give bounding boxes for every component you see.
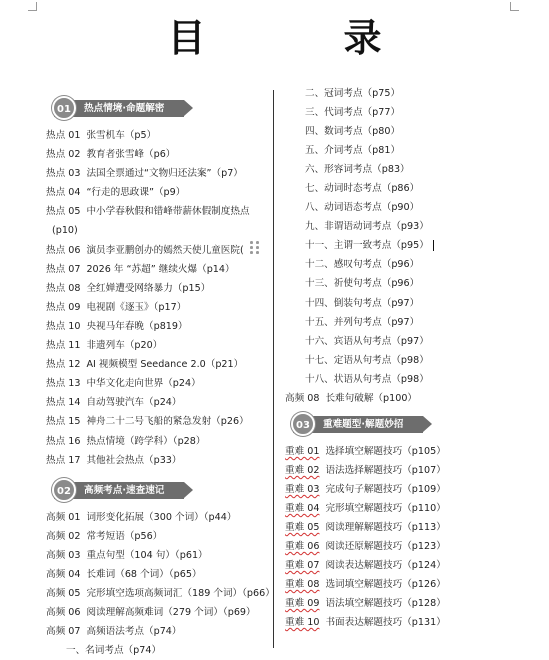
toc-entry[interactable] [46, 432, 268, 451]
entry-label: 热点 14 [46, 397, 81, 409]
section-number-badge: 03 [291, 412, 315, 436]
toc-entry[interactable] [46, 584, 275, 603]
entry-label: 高频 05 [46, 588, 81, 600]
entry-text: 高频语法考点（p74） [86, 626, 182, 638]
entry-text: 三、代词考点（p77） [305, 107, 401, 119]
toc-entry[interactable] [285, 236, 535, 255]
entry-text: 阅读还原解题技巧（p123） [325, 541, 446, 553]
entry-label: 热点 15 [46, 416, 81, 428]
entry-label: 热点 07 [46, 263, 81, 275]
entry-text: 重点句型（104 句）（p61） [86, 549, 208, 561]
toc-entry[interactable] [285, 332, 535, 351]
entry-text: 语法填空解题技巧（p128） [325, 598, 446, 610]
entry-label: 重难 07 [285, 560, 320, 572]
entry-text: 十一、主谓一致考点（p95） [305, 240, 429, 252]
entry-text: 中华文化走向世界（p24） [86, 378, 201, 390]
entry-text: 十七、定语从句考点（p98） [305, 354, 429, 366]
entry-text: 选择填空解题技巧（p105） [325, 445, 446, 457]
toc-entry[interactable] [285, 313, 535, 332]
entry-label: 高频 08 [285, 392, 320, 404]
entry-label: 热点 12 [46, 359, 81, 371]
entry-text: 中小学春秋假和错峰带薪休假制度热点 [86, 206, 250, 218]
entry-text: 完形填空选项高频词汇（189 个词）（p66） [86, 588, 275, 600]
toc-entry[interactable] [285, 575, 535, 594]
entry-text: 阅读表达解题技巧（p124） [325, 560, 446, 572]
toc-entry[interactable] [285, 160, 535, 179]
entry-text: 十五、并列句考点（p97） [305, 316, 420, 328]
toc-entry[interactable] [46, 641, 268, 660]
entry-text: 十三、祈使句考点（p96） [305, 278, 420, 290]
entry-label: 热点 13 [46, 378, 81, 390]
toc-entry[interactable] [285, 537, 535, 556]
entry-text: (p10) [52, 225, 78, 237]
toc-entry[interactable] [285, 613, 535, 632]
toc-entry[interactable] [46, 355, 268, 374]
toc-entry[interactable] [46, 622, 268, 641]
section-number-badge: 02 [52, 478, 76, 502]
entry-text: 十四、倒装句考点（p97） [305, 297, 420, 309]
entry-text: 七、动词时态考点（p86） [305, 183, 420, 195]
grammar-subitem-list [285, 84, 535, 389]
entry-label: 高频 06 [46, 607, 81, 619]
toc-entry[interactable] [46, 527, 268, 546]
section-header [46, 96, 268, 120]
entry-text: 一、名词考点（p74） [66, 645, 162, 657]
toc-list [285, 442, 535, 632]
entry-label: 高频 04 [46, 568, 81, 580]
toc-entry[interactable] [46, 241, 268, 260]
toc-entry[interactable] [285, 84, 535, 103]
toc-entry[interactable] [285, 370, 535, 389]
entry-label: 热点 06 [46, 244, 81, 256]
entry-text: 五、介词考点（p81） [305, 145, 401, 157]
entry-text: 九、非谓语动词考点（p93） [305, 221, 429, 233]
page-title: 目 录 [167, 16, 432, 60]
drag-handle-icon[interactable] [250, 241, 262, 255]
entry-text: 常考短语（p56） [86, 530, 163, 542]
toc-list [46, 508, 275, 660]
entry-text: 电视剧《逐玉》（p17） [86, 301, 187, 313]
entry-text: 十六、宾语从句考点（p97） [305, 335, 429, 347]
entry-text: 完成句子解题技巧（p109） [325, 483, 446, 495]
entry-text: 央视马年春晚（p819） [86, 320, 188, 332]
entry-label: 热点 09 [46, 301, 81, 313]
entry-text: 长难句破解（p100） [325, 392, 418, 404]
section-number-badge: 01 [52, 96, 76, 120]
entry-text: 2026 年 “苏超” 继续火爆（p14） [86, 263, 235, 275]
entry-text: 十二、感叹句考点（p96） [305, 259, 420, 271]
entry-label: 热点 02 [46, 149, 81, 161]
entry-text: 非遗列车（p20） [86, 340, 163, 352]
toc-entry[interactable] [46, 317, 268, 336]
toc-entry[interactable] [46, 393, 268, 412]
entry-text: 完形填空解题技巧（p110） [325, 502, 446, 514]
entry-label: 重难 01 [285, 445, 320, 457]
entry-text: 教育者张雪峰（p6） [86, 149, 176, 161]
toc-entry[interactable] [46, 508, 268, 527]
entry-text: 法国全票通过“文物归还法案”（p7） [86, 168, 243, 180]
entry-text: 选词填空解题技巧（p126） [325, 579, 446, 591]
entry-label: 热点 10 [46, 320, 81, 332]
toc-entry[interactable] [46, 603, 268, 622]
toc-entry[interactable] [285, 255, 535, 274]
entry-label: 高频 02 [46, 530, 81, 542]
toc-entry[interactable] [46, 260, 268, 279]
toc-entry[interactable] [285, 499, 535, 518]
toc-entry[interactable] [46, 145, 268, 164]
margin-corner-mark [510, 2, 519, 11]
toc-entry[interactable] [46, 202, 268, 221]
entry-label: 高频 01 [46, 511, 81, 523]
toc-entry[interactable] [285, 389, 535, 408]
toc-entry[interactable] [285, 217, 535, 236]
entry-label: 重难 04 [285, 502, 320, 514]
toc-entry[interactable] [46, 336, 268, 355]
entry-text: 阅读理解解题技巧（p113） [325, 521, 446, 533]
toc-right-column [285, 84, 535, 632]
entry-label: 热点 08 [46, 282, 81, 294]
toc-entry[interactable] [285, 556, 535, 575]
entry-text: 十八、状语从句考点（p98） [305, 373, 429, 385]
entry-label: 重难 02 [285, 464, 320, 476]
entry-label: 高频 03 [46, 549, 81, 561]
entry-text: 热点情境（跨学科）（p28） [86, 435, 206, 447]
toc-entry[interactable] [46, 546, 268, 565]
column-divider [273, 90, 274, 648]
entry-text: 神舟二十二号飞船的紧急发射（p26） [86, 416, 249, 428]
entry-text: 六、形容词考点（p83） [305, 164, 410, 176]
entry-label: 重难 03 [285, 483, 320, 495]
toc-entry[interactable] [285, 518, 535, 537]
entry-label: 重难 05 [285, 521, 320, 533]
toc-entry[interactable] [285, 594, 535, 613]
toc-left-column [46, 92, 275, 660]
toc-entry[interactable] [285, 294, 535, 313]
toc-entry[interactable] [46, 183, 268, 202]
toc-entry[interactable] [285, 442, 535, 461]
entry-text: 全红婵遭受网络暴力（p15） [86, 282, 211, 294]
section-title: 热点情境·命题解密 [54, 100, 184, 117]
entry-text: 二、冠词考点（p75） [305, 88, 401, 99]
entry-label: 高频 07 [46, 626, 81, 638]
entry-text: 四、数词考点（p80） [305, 126, 401, 138]
toc-list [46, 126, 268, 470]
toc-entry[interactable] [46, 565, 268, 584]
entry-text: AI 视频模型 Seedance 2.0（p21） [86, 359, 244, 371]
entry-text: 词形变化拓展（300 个词）（p44） [86, 511, 237, 523]
entry-text: 阅读理解高频难词（279 个词）（p69） [86, 607, 256, 619]
toc-entry[interactable] [46, 451, 268, 470]
entry-label: 热点 01 [46, 130, 81, 141]
entry-label: 热点 17 [46, 454, 81, 466]
entry-text: 自动驾驶汽车（p24） [86, 397, 182, 409]
entry-label: 热点 16 [46, 435, 81, 447]
entry-text: 演员李亚鹏创办的嫣然天使儿童医院( [86, 244, 244, 256]
toc-entry[interactable] [285, 274, 535, 293]
section-title: 重难题型·解题妙招 [293, 416, 423, 433]
entry-label: 热点 11 [46, 340, 81, 352]
text-cursor [433, 240, 434, 251]
toc-entry[interactable] [46, 298, 268, 317]
toc-entry[interactable] [285, 461, 535, 480]
toc-entry[interactable] [285, 103, 535, 122]
section-title: 高频考点·速查速记 [54, 482, 184, 499]
entry-label: 重难 10 [285, 617, 320, 629]
entry-text: 长难词（68 个词）（p65） [86, 568, 202, 580]
toc-entry[interactable] [285, 198, 535, 217]
toc-entry[interactable] [46, 221, 268, 240]
toc-entry[interactable] [46, 374, 268, 393]
toc-entry[interactable] [285, 179, 535, 198]
toc-entry[interactable] [46, 164, 268, 183]
entry-text: “行走的思政课”（p9） [86, 187, 186, 199]
entry-label: 重难 06 [285, 541, 320, 553]
entry-text: 语法选择解题技巧（p107） [325, 464, 446, 476]
entry-text: 其他社会热点（p33） [86, 454, 182, 466]
entry-label: 热点 05 [46, 206, 81, 218]
entry-text: 张雪机车（p5） [86, 130, 157, 141]
section-header [285, 412, 535, 436]
entry-label: 热点 03 [46, 168, 81, 180]
entry-text: 八、动词语态考点（p90） [305, 202, 420, 214]
toc-entry[interactable] [46, 126, 268, 145]
entry-label: 热点 04 [46, 187, 81, 199]
entry-text: 书面表达解题技巧（p131） [325, 617, 446, 629]
toc-entry[interactable] [46, 279, 268, 298]
toc-entry[interactable] [285, 480, 535, 499]
toc-entry[interactable] [285, 141, 535, 160]
toc-entry[interactable] [285, 351, 535, 370]
entry-label: 重难 09 [285, 598, 320, 610]
toc-entry[interactable] [285, 122, 535, 141]
margin-corner-mark [28, 2, 37, 11]
section-header [46, 478, 268, 502]
toc-entry[interactable] [46, 412, 268, 431]
entry-label: 重难 08 [285, 579, 320, 591]
